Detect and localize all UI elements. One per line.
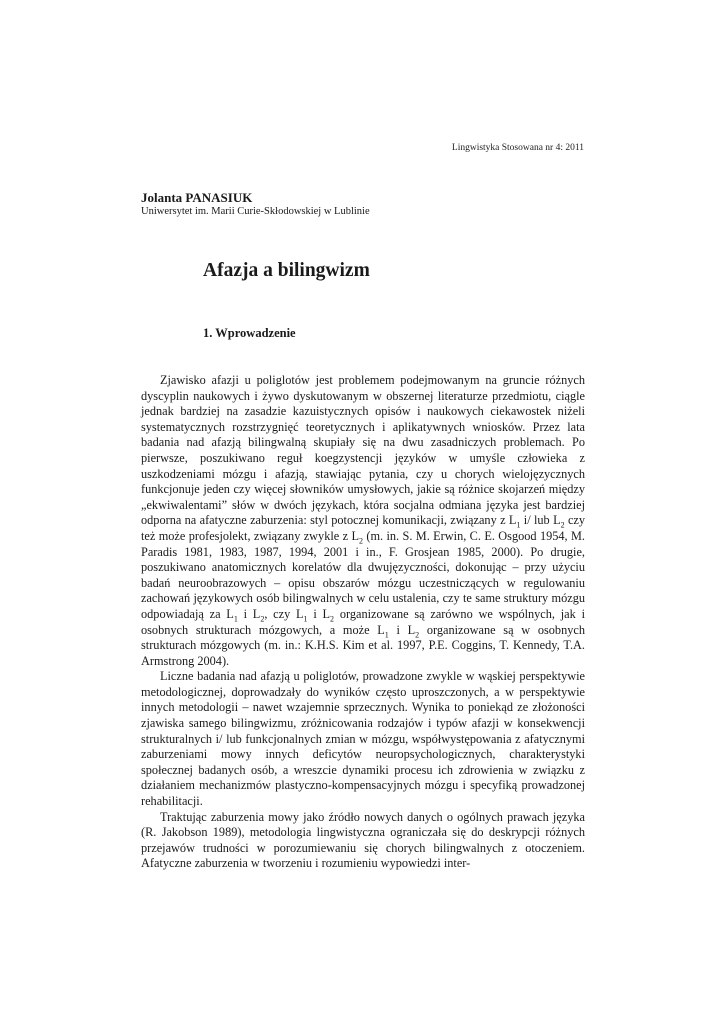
subscript: 2 [358, 536, 363, 546]
paragraph-intro [141, 373, 585, 669]
paragraph-text: i L [307, 606, 331, 621]
subscript: 2 [415, 629, 420, 639]
subscript: 2 [330, 614, 335, 624]
author-name: Jolanta PANASIUK [141, 190, 253, 205]
paragraph-methodology: Traktując zaburzenia mowy jako źródło nowych danych o ogólnych prawach języka (R. Jakobson 1989), metodologia lingwistyczna ograniczała się do deskrypcji różnych przejawów trudności w porozumiewaniu się chorych bilingwalnych z otoczeniem. Afatyczne zaburzenia w tworzeniu i rozumieniu wypowiedzi inter- [141, 809, 585, 871]
paragraph-text: i/ lub L [520, 513, 561, 528]
paragraph-text: (m. in. S. M. Erwin, C. E. Osgood 1954, M. Paradis 1981, 1983, 1987, 1994, 2001 i in., F. Grosjean 1985, 2000). Po drugie, poszukiwano anatomicznych korelatów dla dwujęzyczności, dokonując – przy użyciu badań neuroobrazowych – opisu obszarów mózgu uczestniczących w regulowaniu zachowań językowych osób bilingwalnych w celu ustalenia, czy te same struktury mózgu odpowiadają za L [141, 528, 585, 621]
journal-header: Lingwistyka Stosowana nr 4: 2011 [451, 143, 584, 153]
section-heading: 1. Wprowadzenie [203, 326, 296, 340]
subscript: 1 [384, 629, 389, 639]
subscript: 2 [260, 614, 265, 624]
article-title: Afazja a bilingwizm [203, 260, 370, 281]
subscript: 1 [303, 614, 308, 624]
paragraph-studies: Liczne badania nad afazją u poliglotów, prowadzone zwykle w wąskiej perspektywie metodologicznej, doprowadzały do wyników często uproszczonych, a w perspektywie innych metodologii – nawet wzajemnie sprzecznych. Wynika to poniekąd ze złożoności zjawiska samego bilingwizmu, zróżnicowania rodzajów i typów afazji w konsekwencji strukturalnych i/ lub funkcjonalnych zmian w mózgu, współwystępowania z afatycznymi zaburzeniami mowy innych deficytów neuropsychologicznych, charakterystyki społecznej badanych osób, a wreszcie dynamiki procesu ich zdrowienia w związku z działaniem mechanizmów plastyczno-kompensacyjnych mózgu i specyfiką prowadzonej rehabilitacji. [141, 669, 585, 809]
paragraph-text: czy też może profesjolekt, związany zwykle z L [141, 513, 586, 543]
paragraph-text: i L [388, 622, 416, 637]
subscript: 1 [233, 614, 238, 624]
paragraph-text: Zjawisko afazji u poliglotów jest problemem podejmowanym na gruncie różnych dyscyplin naukowych i żywo dyskutowanym w obszernej literaturze przedmiotu, ciągle jednak bardziej na zasadzie kazuistycznych opisów i naukowych ciekawostek niżeli systematycznych rozstrzygnięć teoretycznych i aplikatywnych wniosków. Przez lata badania nad afazją bilingwalną skupiały się na dwu zasadniczych problemach. Po pierwsze, poszukiwano reguł koegzystencji języków w umyśle człowieka z uszkodzeniami mózgu i afazją, stawiając pytania, czy u chorych wielojęzycznych funkcjonuje jeden czy więcej słowników umysłowych, jakie są różnice skojarzeń między „ekwiwalentami” słów w dwóch językach, która socjalna odmiana języka jest bardziej odporna na afatyczne zaburzenia: styl potocznej komunikacji, związany z L [141, 373, 585, 528]
paragraph-text: organizowane są zarówno we wspólnych, jak i osobnych strukturach mózgowych, a może L [141, 606, 585, 637]
article-body [141, 373, 585, 872]
paragraph-text: organizowane są w osobnych strukturach mózgowych (m. in.: K.H.S. Kim et al. 1997, P.E. Coggins, T. Kennedy, T.A. Armstrong 2004). [141, 622, 585, 668]
subscript: 1 [516, 520, 521, 530]
paragraph-text: i L [237, 606, 261, 621]
author-affiliation: Uniwersytet im. Marii Curie-Skłodowskiej w Lublinie [141, 206, 370, 217]
subscript: 2 [560, 520, 565, 530]
paragraph-text: , czy L [264, 606, 304, 621]
